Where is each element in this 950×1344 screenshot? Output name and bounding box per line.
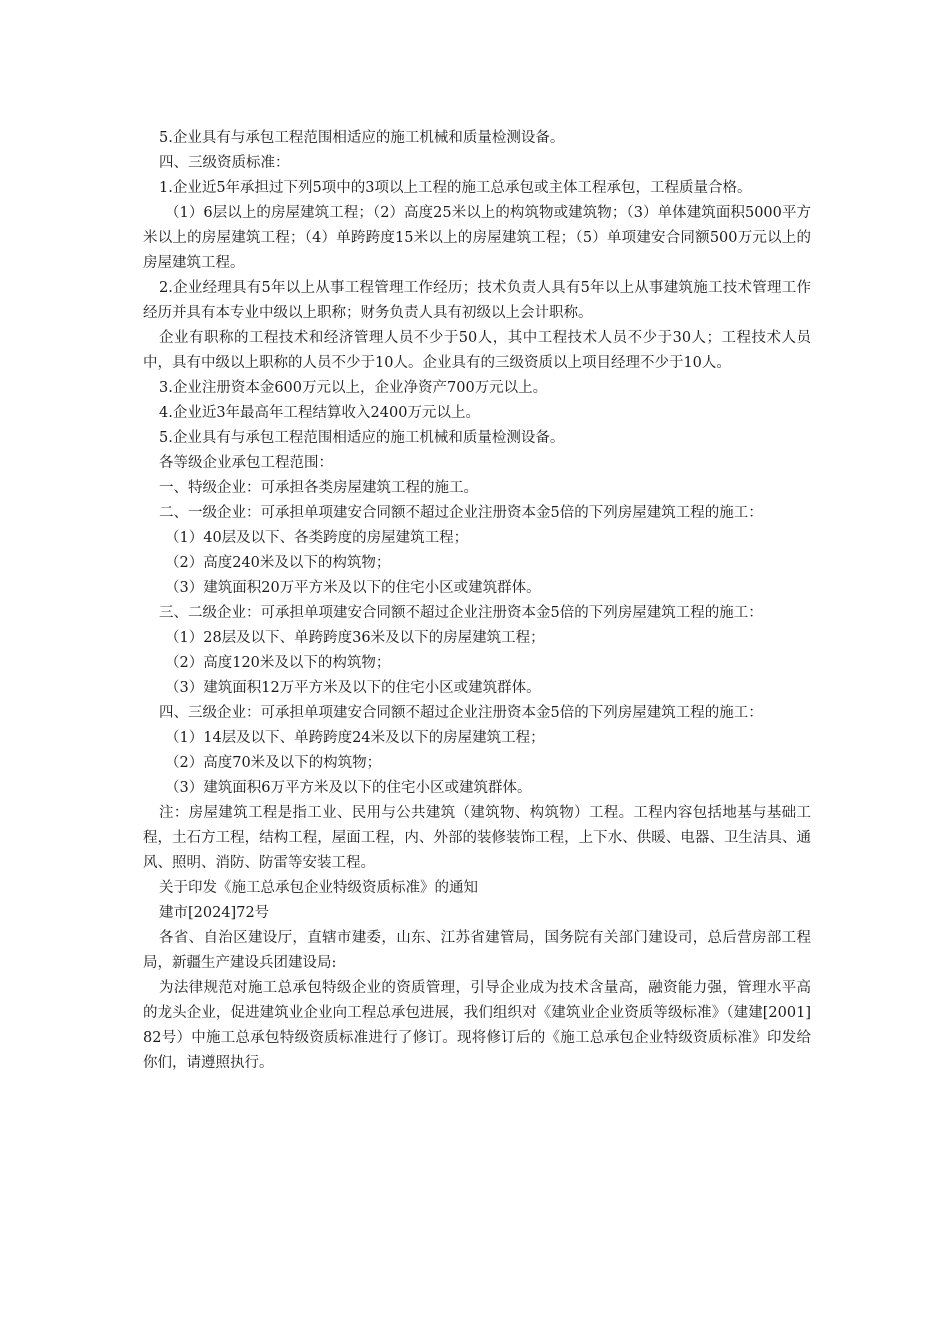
- list-item: （3）建筑面积20万平方米及以下的住宅小区或建筑群体。: [165, 580, 541, 596]
- list-item: （2）高度120米及以下的构筑物；: [165, 655, 391, 671]
- list-item: （1）14层及以下、单跨跨度24米及以下的房屋建筑工程；: [165, 730, 545, 746]
- list-item: （3）建筑面积6万平方米及以下的住宅小区或建筑群体。: [165, 780, 532, 796]
- notice-document-number: 建市[2024]72号: [159, 905, 270, 921]
- paragraph-project-list: （1）6层以上的房屋建筑工程；（2）高度25米以上的构筑物或建筑物；（3）单体建筑面积5000平方米以上的房屋建筑工程；（4）单跨跨度15米以上的房屋建筑工程；（5）单项建安合同额500万元以上的房屋建筑工程。: [143, 205, 811, 271]
- paragraph-special-grade: 一、特级企业：可承担各类房屋建筑工程的施工。: [159, 480, 478, 496]
- heading-grade-three-standard: 四、三级资质标准：: [159, 155, 290, 171]
- paragraph-note: 注：房屋建筑工程是指工业、民用与公共建筑（建筑物、构筑物）工程。工程内容包括地基与基础工程，土石方工程，结构工程，屋面工程，内、外部的装修装饰工程，上下水、供暖、电器、卫生洁具、通风、照明、消防、防雷等安装工程。: [143, 805, 811, 871]
- list-item: （1）28层及以下、单跨跨度36米及以下的房屋建筑工程；: [165, 630, 545, 646]
- paragraph-grade-two: 三、二级企业：可承担单项建安合同额不超过企业注册资本金5倍的下列房屋建筑工程的施工：: [159, 605, 763, 621]
- list-item: （2）高度240米及以下的构筑物；: [165, 555, 391, 571]
- paragraph-grade-one: 二、一级企业：可承担单项建安合同额不超过企业注册资本金5倍的下列房屋建筑工程的施工：: [159, 505, 763, 521]
- notice-recipients: 各省、自治区建设厅，直辖市建委，山东、江苏省建管局，国务院有关部门建设司，总后营房部工程局，新疆生产建设兵团建设局:: [143, 930, 811, 971]
- heading-contracting-scope: 各等级企业承包工程范围：: [159, 455, 333, 471]
- paragraph-management-experience: 2.企业经理具有5年以上从事工程管理工作经历；技术负责人具有5年以上从事建筑施工技术管理工作经历并具有本专业中级以上职称；财务负责人具有初级以上会计职称。: [143, 280, 811, 321]
- paragraph-equipment-1: 5.企业具有与承包工程范围相适应的施工机械和质量检测设备。: [159, 130, 565, 146]
- document-page: [143, 126, 811, 1076]
- notice-title: 关于印发《施工总承包企业特级资质标准》的通知: [159, 880, 478, 896]
- paragraph-registered-capital: 3.企业注册资本金600万元以上，企业净资产700万元以上。: [159, 380, 548, 396]
- paragraph-staffing: 企业有职称的工程技术和经济管理人员不少于50人，其中工程技术人员不少于30人；工程技术人员中，具有中级以上职称的人员不少于10人。企业具有的三级资质以上项目经理不少于10人。: [143, 330, 811, 371]
- paragraph-settlement-income: 4.企业近3年最高年工程结算收入2400万元以上。: [159, 405, 480, 421]
- list-item: （3）建筑面积12万平方米及以下的住宅小区或建筑群体。: [165, 680, 541, 696]
- list-item: （1）40层及以下、各类跨度的房屋建筑工程；: [165, 530, 469, 546]
- paragraph-grade-three: 四、三级企业：可承担单项建安合同额不超过企业注册资本金5倍的下列房屋建筑工程的施工：: [159, 705, 763, 721]
- paragraph-project-experience: 1.企业近5年承担过下列5项中的3项以上工程的施工总承包或主体工程承包，工程质量合格。: [159, 180, 752, 196]
- paragraph-equipment-2: 5.企业具有与承包工程范围相适应的施工机械和质量检测设备。: [159, 430, 565, 446]
- list-item: （2）高度70米及以下的构筑物；: [165, 755, 382, 771]
- notice-body: 为法律规范对施工总承包特级企业的资质管理，引导企业成为技术含量高，融资能力强，管理水平高的龙头企业，促进建筑业企业向工程总承包进展，我们组织对《建筑业企业资质等级标准》（建建[2001]82号）中施工总承包特级资质标准进行了修订。现将修订后的《施工总承包企业特级资质标准》印发给你们，请遵照执行。: [143, 980, 811, 1071]
